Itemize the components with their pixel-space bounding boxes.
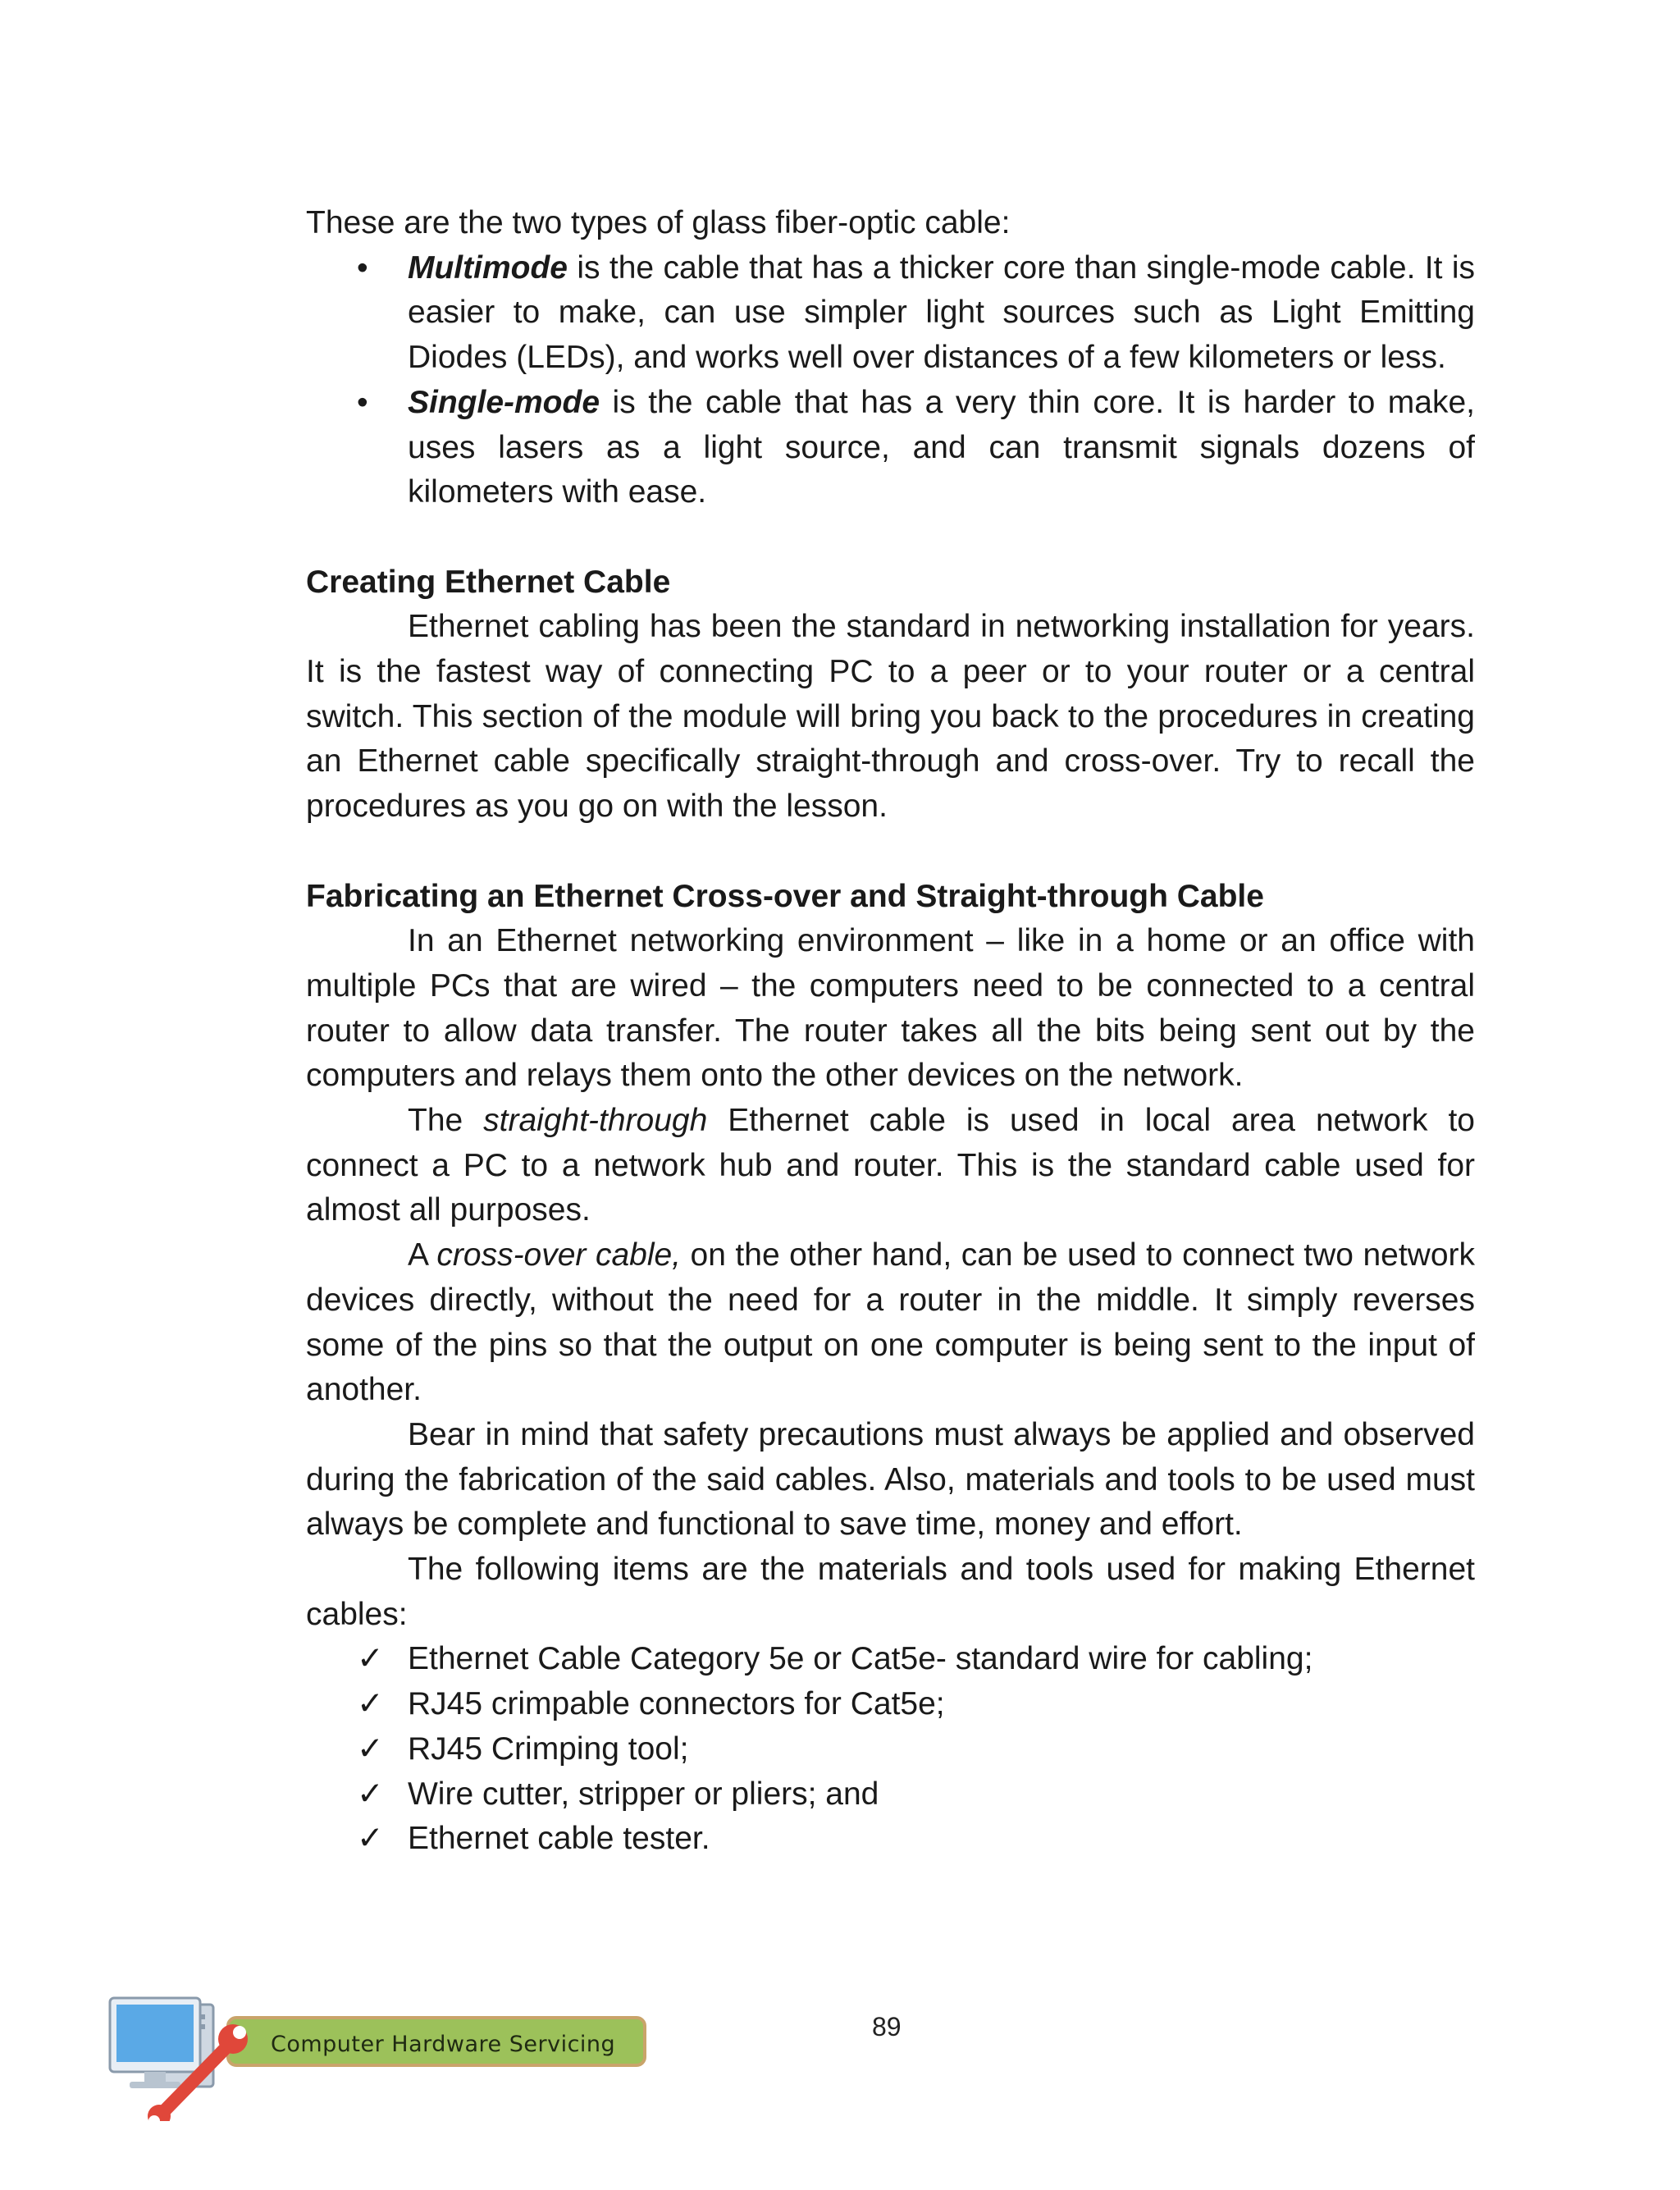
material-item: RJ45 crimpable connectors for Cat5e; (408, 1686, 945, 1722)
list-item (306, 1727, 1475, 1772)
text-run: A (408, 1237, 437, 1273)
material-item: Ethernet cable tester. (408, 1821, 710, 1857)
material-item: Ethernet Cable Category 5e or Cat5e- standard wire for cabling; (408, 1641, 1313, 1677)
footer-banner-text: Computer Hardware Servicing (271, 2032, 616, 2057)
list-item (306, 1772, 1475, 1817)
page-number: 89 (872, 2012, 902, 2041)
paragraph-cross-over (306, 1233, 1475, 1413)
check-icon: ✓ (357, 1731, 384, 1767)
paragraph-safety: Bear in mind that safety precautions must always be applied and observed during the fabrication of the said cables. Also, materials and tools to be used must always be complete and functional to save time, money and effort. (306, 1416, 1475, 1543)
paragraph: Ethernet cabling has been the standard in networking installation for years. It is the fastest way of connecting PC to a peer or to your router or a central switch. This section of the module will bring you back to the procedures in creating an Ethernet cable specifically straight-through and cross-over. Try to recall the procedures as you go on with the lesson. (306, 609, 1475, 825)
check-icon: ✓ (357, 1641, 384, 1677)
paragraph-materials-intro: The following items are the materials and tools used for making Ethernet cables: (306, 1552, 1475, 1632)
section-heading-creating-ethernet-cable: Creating Ethernet Cable (306, 564, 671, 600)
check-icon: ✓ (357, 1821, 384, 1857)
materials-list (306, 1637, 1475, 1862)
bullet-icon: • (357, 384, 368, 420)
material-item: RJ45 Crimping tool; (408, 1731, 689, 1767)
text-run: on the other hand, can be used to connect two network devices directly, without the need for a router in the middle. It simply reverses some of the pins so that the output on one computer is being sent to the input of another. (306, 1237, 1475, 1408)
term-single-mode: Single-mode (408, 384, 600, 420)
section-heading-fabricating-cable: Fabricating an Ethernet Cross-over and Straight-through Cable (306, 878, 1264, 914)
emphasis-cross-over: cross-over cable, (436, 1237, 682, 1273)
term-description: is the cable that has a very thin core. It is harder to make, uses lasers as a light source, and can transmit signals dozens of kilometers with ease. (408, 384, 1475, 510)
text-run: The (408, 1103, 484, 1139)
list-item (306, 1637, 1475, 1682)
page-content (306, 201, 1475, 1862)
text-run: Ethernet cable is used in local area network to connect a PC to a network hub and router. This is the standard cable used for almost all purposes. (306, 1103, 1475, 1228)
bullet-icon: • (357, 249, 368, 286)
check-icon: ✓ (357, 1686, 384, 1722)
list-item (306, 1682, 1475, 1727)
check-icon: ✓ (357, 1776, 384, 1812)
intro-sentence: These are the two types of glass fiber-optic cable: (306, 205, 1011, 240)
term-multimode: Multimode (408, 249, 568, 286)
fiber-types-list (306, 246, 1475, 515)
list-item (306, 381, 1475, 515)
spacer (306, 830, 1475, 875)
list-item (306, 1817, 1475, 1862)
emphasis-straight-through: straight-through (483, 1103, 708, 1139)
list-item (306, 246, 1475, 381)
paragraph: In an Ethernet networking environment – like in a home or an office with multiple PCs that are wired – the computers need to be connected to a central router to allow data transfer. The router takes all the bits being sent out by the computers and relays them onto the other devices on the network. (306, 923, 1475, 1094)
term-description: is the cable that has a thicker core than single-mode cable. It is easier to make, can use simpler light sources such as Light Emitting Diodes (LEDs), and works well over distances of a few kilometers or less. (408, 249, 1475, 376)
material-item: Wire cutter, stripper or pliers; and (408, 1776, 879, 1812)
paragraph-straight-through (306, 1099, 1475, 1233)
spacer (306, 515, 1475, 560)
